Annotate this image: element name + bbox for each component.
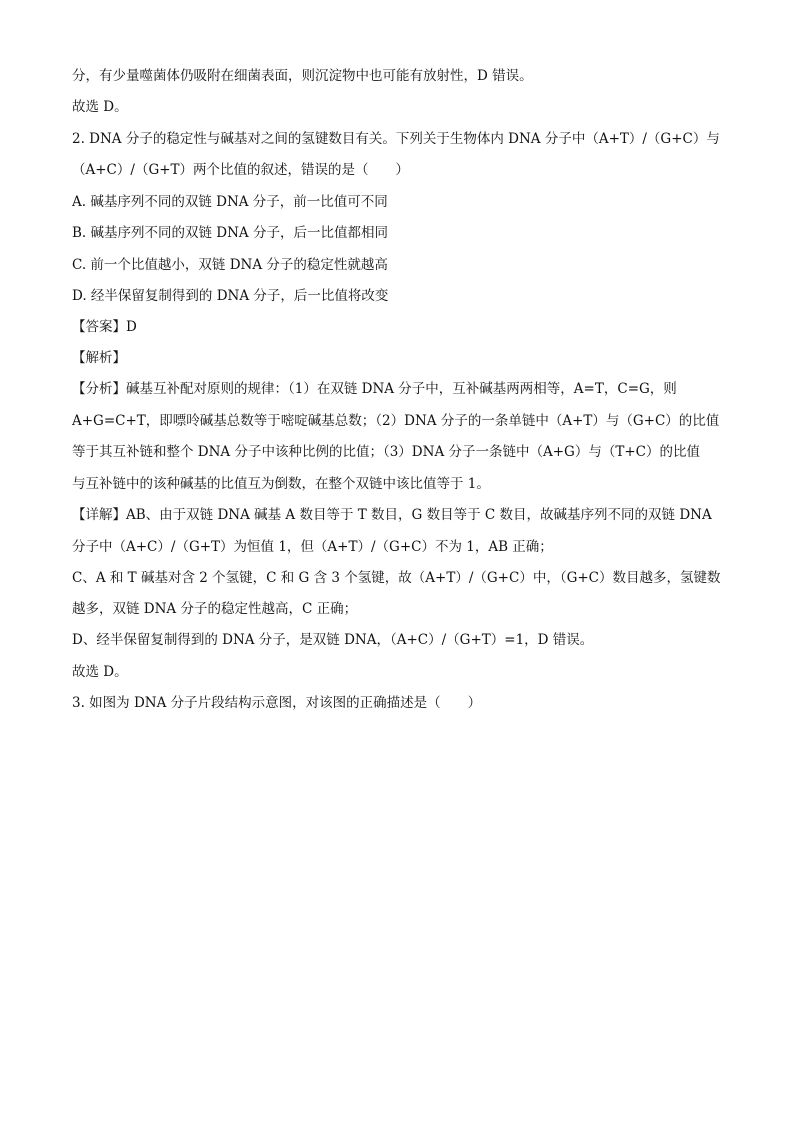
detail-line-5: D、经半保留复制得到的 DNA 分子，是双链 DNA，（A+C）/（G+T）=1，D 错误。	[72, 632, 594, 648]
analysis-line-4: 与互补链中的该种碱基的比值互为倒数，在整个双链中该比值等于 1。	[72, 476, 490, 492]
text-line-1: 分，有少量噬菌体仍吸附在细菌表面，则沉淀物中也可能有放射性，D 错误。	[72, 68, 533, 84]
text-line-2: 故选 D。	[72, 99, 128, 115]
option-d: D. 经半保留复制得到的 DNA 分子，后一比值将改变	[72, 288, 389, 304]
detail-line-4: 越多，双链 DNA 分子的稳定性越高，C 正确；	[72, 601, 358, 617]
answer-label: 【答案】D	[72, 319, 137, 335]
option-c: C. 前一个比值越小，双链 DNA 分子的稳定性就越高	[72, 257, 388, 273]
detail-line-2: 分子中（A+C）/（G+T）为恒值 1，但（A+T）/（G+C）不为 1，AB 正确；	[72, 539, 553, 555]
conclusion-line: 故选 D。	[72, 664, 128, 680]
detail-line-3: C、A 和 T 碱基对含 2 个氢键，C 和 G 含 3 个氢键，故（A+T）/（G+C）中，（G+C）数目越多，氢键数	[72, 570, 721, 586]
analysis-line-1: 【分析】碱基互补配对原则的规律：（1）在双链 DNA 分子中，互补碱基两两相等，A=T，C=G，则	[72, 381, 677, 397]
option-a: A. 碱基序列不同的双链 DNA 分子，前一比值可不同	[72, 194, 388, 210]
analysis-line-3: 等于其互补链和整个 DNA 分子中该种比例的比值；（3）DNA 分子一条链中（A+G）与（T+C）的比值	[72, 444, 700, 460]
question-2-stem-line-2: （A+C）/（G+T）两个比值的叙述，错误的是（ ）	[72, 162, 410, 178]
detail-line-1: 【详解】AB、由于双链 DNA 碱基 A 数目等于 T 数目，G 数目等于 C 数目，故碱基序列不同的双链 DNA	[72, 507, 712, 523]
question-2-stem-line-1: 2. DNA 分子的稳定性与碱基对之间的氢键数目有关。下列关于生物体内 DNA 分子中（A+T）/（G+C）与	[72, 131, 720, 147]
option-b: B. 碱基序列不同的双链 DNA 分子，后一比值都相同	[72, 225, 388, 241]
question-3-stem: 3. 如图为 DNA 分子片段结构示意图，对该图的正确描述是（ ）	[72, 695, 482, 711]
explanation-heading: 【解析】	[72, 350, 126, 366]
analysis-line-2: A+G=C+T，即嘌呤碱基总数等于嘧啶碱基总数；（2）DNA 分子的一条单链中（A+T）与（G+C）的比值	[72, 413, 720, 429]
